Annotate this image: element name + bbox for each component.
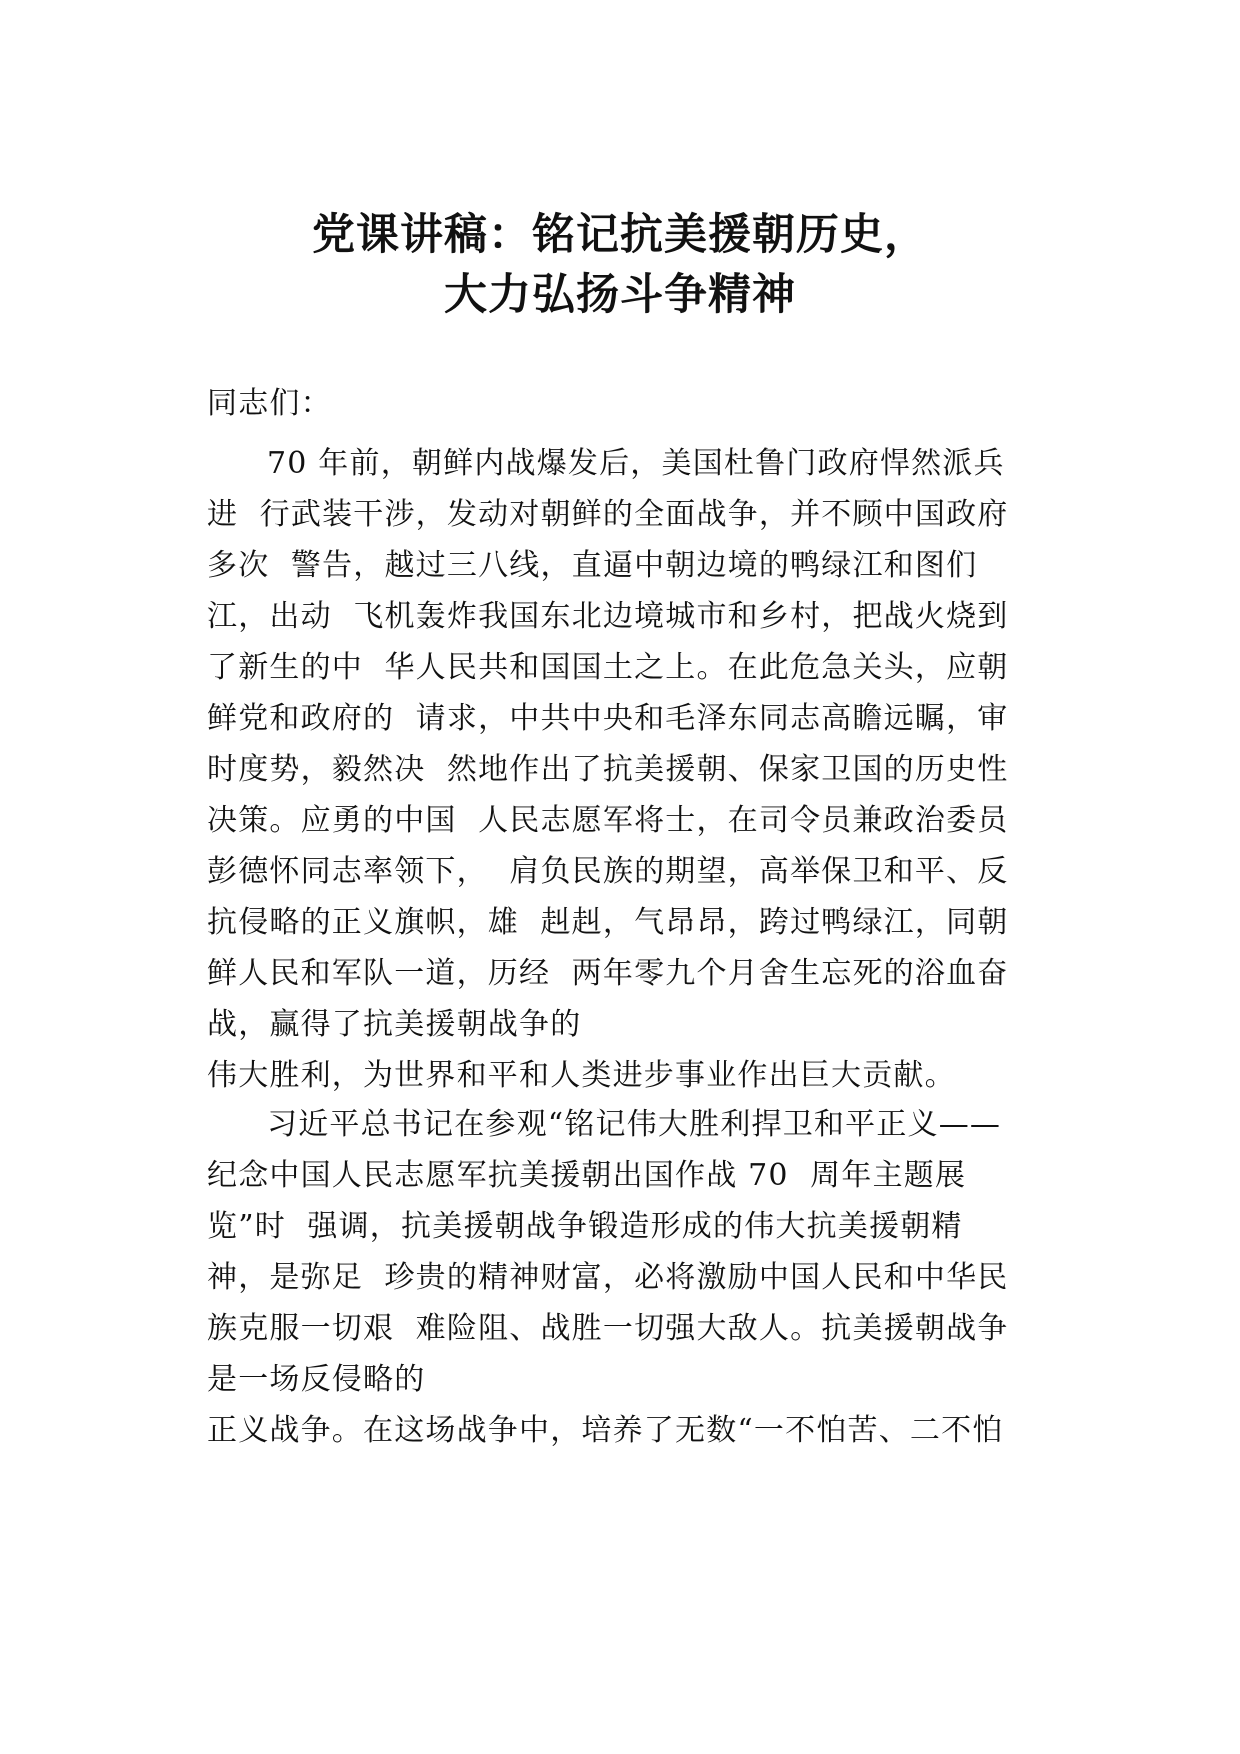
paragraph-line: 决策。应勇的中国 人民志愿军将士，在司令员兼政治委员 (207, 803, 1009, 838)
paragraph-line: 族克服一切艰 难险阻、战胜一切强大敌人。抗美援朝战争 (207, 1311, 1009, 1346)
paragraph-line: 鲜党和政府的 请求，中共中央和毛泽东同志高瞻远瞩，审 (207, 701, 1009, 736)
paragraph-line: 多次 警告，越过三八线，直逼中朝边境的鸭绿江和图们 (207, 548, 978, 583)
paragraph-line: 时度势，毅然决 然地作出了抗美援朝、保家卫国的历史性 (207, 752, 1009, 787)
paragraph-line: 正义战争。在这场战争中，培养了无数“一不怕苦、二不怕 (207, 1413, 1004, 1448)
paragraph-line: 进 行武装干涉，发动对朝鲜的全面战争，并不顾中国政府 (207, 497, 1009, 532)
title-line: 大力弘扬斗争精神 (444, 270, 796, 320)
paragraph-line: 习近平总书记在参观“铭记伟大胜利捍卫和平正义—— (267, 1107, 1002, 1142)
paragraph-line: 抗侵略的正义旗帜，雄 赳赳，气昂昂，跨过鸭绿江，同朝 (207, 905, 1009, 940)
paragraph-line: 神，是弥足 珍贵的精神财富，必将激励中国人民和中华民 (207, 1260, 1009, 1295)
paragraph-line: 是一场反侵略的 (207, 1362, 426, 1397)
paragraph-line: 江，出动 飞机轰炸我国东北边境城市和乡村，把战火烧到 (207, 599, 1009, 634)
document-title (0, 205, 1240, 325)
greeting-text: 同志们： (207, 386, 332, 421)
greeting (207, 378, 1087, 429)
title-line: 党课讲稿：铭记抗美援朝历史， (312, 210, 928, 260)
paragraph-line: 了新生的中 华人民共和国国土之上。在此危急关头，应朝 (207, 650, 1009, 685)
paragraph-1 (207, 438, 1087, 1101)
paragraph-line: 战，赢得了抗美援朝战争的 (207, 1007, 582, 1042)
paragraph-line: 伟大胜利，为世界和平和人类进步事业作出巨大贡献。 (207, 1058, 956, 1093)
paragraph-line: 鲜人民和军队一道，历经 两年零九个月舍生忘死的浴血奋 (207, 956, 1009, 991)
paragraph-line: 彭德怀同志率领下， 肩负民族的期望，高举保卫和平、反 (207, 854, 1009, 889)
paragraph-line: 览”时 强调，抗美援朝战争锻造形成的伟大抗美援朝精 (207, 1209, 963, 1244)
paragraph-line: 70 年前，朝鲜内战爆发后，美国杜鲁门政府悍然派兵 (267, 446, 1005, 481)
paragraph-line: 纪念中国人民志愿军抗美援朝出国作战 70 周年主题展 (207, 1158, 967, 1193)
paragraph-2 (207, 1099, 1087, 1456)
